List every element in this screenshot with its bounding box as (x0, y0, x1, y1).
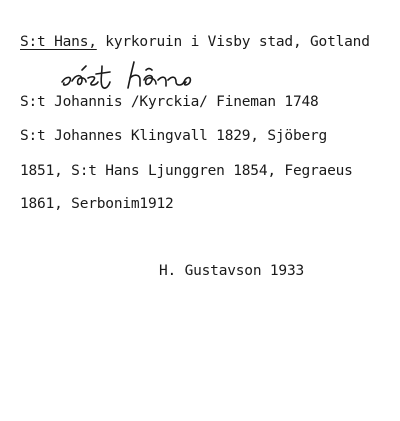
handwritten-note-drawing (58, 56, 238, 96)
signature: H. Gustavson 1933 (159, 263, 305, 279)
handwritten-note (58, 56, 238, 96)
heading-name: S:t Hans, (20, 34, 97, 50)
card-heading (20, 34, 370, 50)
record-line-2: S:t Johannes Klingvall 1829, Sjöberg (20, 128, 328, 144)
record-line-4: 1861, Serbonim1912 (20, 196, 174, 212)
heading-location: kyrkoruin i Visby stad, Gotland (96, 34, 370, 50)
record-line-1: S:t Johannis /Kyrckia/ Fineman 1748 (20, 94, 319, 110)
record-line-3: 1851, S:t Hans Ljunggren 1854, Fegraeus (20, 163, 353, 179)
